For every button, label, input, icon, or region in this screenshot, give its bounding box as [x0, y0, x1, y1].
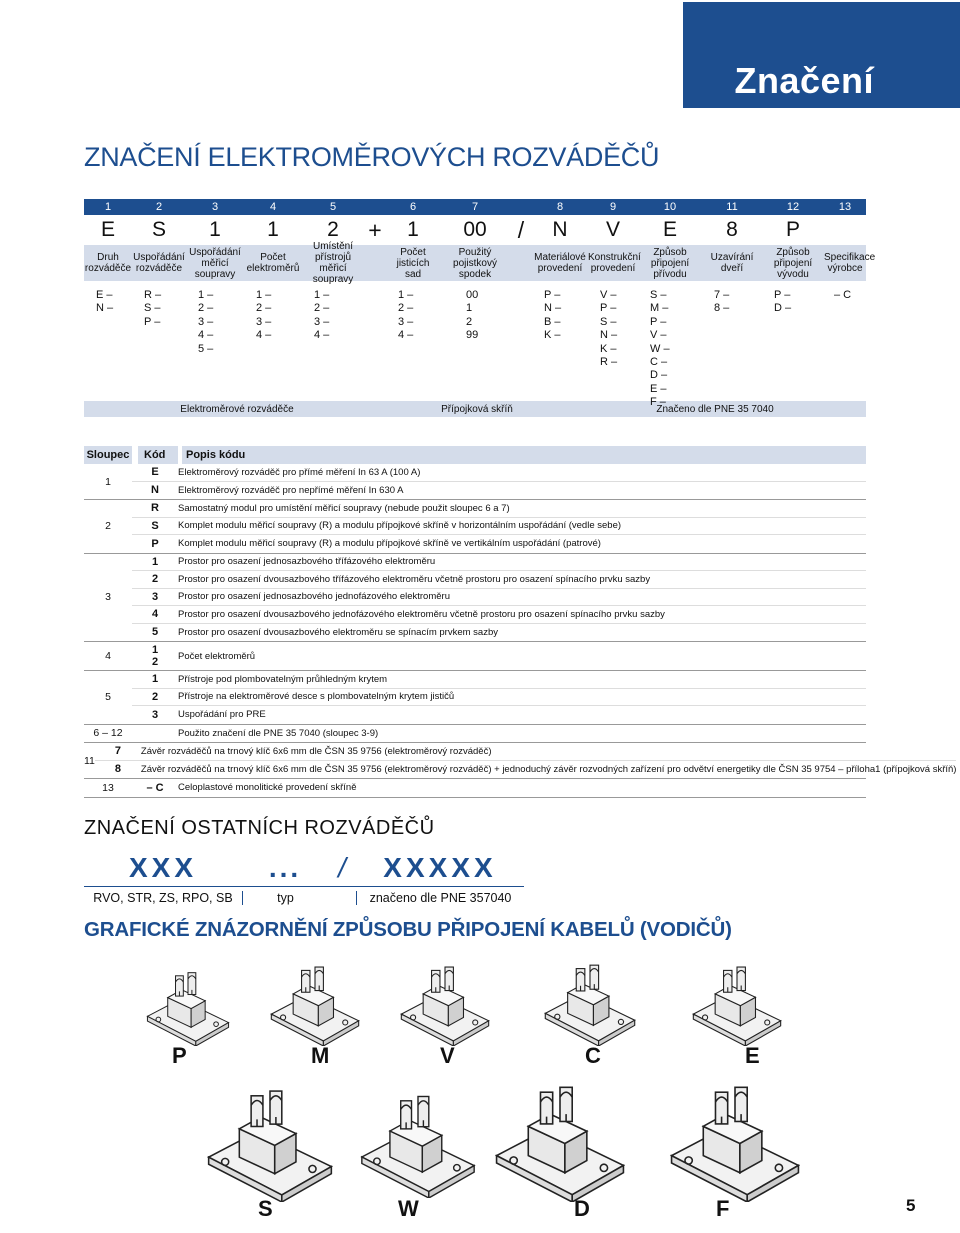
- other-heading: ZNAČENÍ OSTATNÍCH ROZVÁDĚČŮ: [84, 817, 435, 839]
- column-number: 11: [726, 201, 738, 213]
- column-options: 1 – 2 – 3 – 4 –: [314, 289, 330, 342]
- column-description: Uspořádání rozváděče: [133, 252, 185, 274]
- legend-code: 7: [114, 745, 121, 758]
- legend-description: Uspořádání pro PRE: [178, 709, 266, 721]
- legend-code: 2: [151, 690, 159, 703]
- column-number: [364, 199, 386, 215]
- column-options: 1 – 2 – 3 – 4 –: [398, 289, 414, 342]
- terminal-label: V: [440, 1043, 455, 1068]
- column-number: 9: [609, 201, 617, 213]
- column-description: Umístění přístrojů měřicí soupravy: [312, 241, 354, 285]
- legend-code: 1: [151, 555, 159, 568]
- column-number: 8: [556, 201, 564, 213]
- column-options: [510, 289, 532, 401]
- terminal-d-drawing: [470, 1080, 650, 1202]
- legend-code: 1: [151, 673, 159, 686]
- category-label: Značeno dle PNE 35 7040: [656, 403, 774, 415]
- other-code-scheme: [84, 850, 524, 908]
- page-title: ZNAČENÍ ELEKTROMĚROVÝCH ROZVÁDĚČŮ: [84, 142, 660, 172]
- legend-column-id: 13: [102, 781, 114, 794]
- legend-description: Prostor pro osazení jednosazbového jednofázového elektroměru: [178, 591, 450, 603]
- legend-row: [132, 571, 866, 589]
- legend-description: Prostor pro osazení jednosazbového třífázového elektroměru: [178, 556, 436, 568]
- column-options: P – D –: [774, 289, 792, 315]
- code-part-slash: /: [338, 852, 346, 883]
- legend-description: Komplet modulu měřicí soupravy (R) a modulu přípojkové skříně ve vertikálním uspořádání (patrové): [178, 538, 601, 550]
- code-part-type: XXX: [128, 852, 198, 883]
- legend-description: Celoplastové monolitické provedení skříně: [178, 782, 357, 794]
- column-options: 1 – 2 – 3 – 4 –: [256, 289, 272, 342]
- legend-description: Závěr rozváděčů na trnový klíč 6x6 mm dle ČSN 35 9756 (elektroměrový rozváděč): [140, 745, 492, 757]
- terminal-s-drawing: [180, 1084, 360, 1202]
- legend-group: [84, 779, 866, 798]
- column-description: Způsob připojení přívodu: [650, 246, 690, 280]
- terminal-label: M: [311, 1043, 330, 1068]
- legend-description: Počet elektroměrů: [178, 650, 256, 662]
- terminal-p-drawing: [118, 968, 258, 1046]
- column-options: V – P – S – N – K – R –: [600, 289, 618, 369]
- code-char: 2: [327, 218, 339, 241]
- terminal-e-drawing: [668, 962, 806, 1046]
- legend-code: 3: [151, 708, 159, 721]
- legend-row: [95, 743, 957, 761]
- code-char: 00: [463, 218, 487, 241]
- legend-row: [132, 464, 866, 482]
- legend-description: Prostor pro osazení dvousazbového jednofázového elektroměru včetně prostoru pro osazení spínacího prvku sazby: [178, 608, 665, 620]
- code-part-dots: ...: [268, 852, 302, 883]
- code-char: P: [785, 218, 800, 241]
- legend-row: [132, 482, 866, 500]
- legend-description: Přístroje pod plombovatelným průhledným krytem: [178, 673, 388, 685]
- legend-column-id: 1: [105, 475, 111, 488]
- graphic-heading: GRAFICKÉ ZNÁZORNĚNÍ ZPŮSOBU PŘIPOJENÍ KABELŮ (VODIČŮ): [84, 918, 732, 941]
- code-labels: [84, 886, 524, 908]
- legend-row: [132, 779, 866, 797]
- header-sloupec: Sloupec: [84, 446, 132, 464]
- code-char: 8: [726, 218, 738, 241]
- column-options: – C: [834, 289, 852, 301]
- label-typ: typ: [242, 891, 328, 905]
- header-banner: [683, 2, 960, 108]
- code-char: E: [662, 218, 677, 241]
- column-description: Druh rozváděče: [84, 252, 132, 274]
- legend-code: 3: [151, 590, 159, 603]
- column-number: 3: [211, 201, 219, 213]
- code-example-row: [84, 215, 866, 245]
- column-number: 6: [409, 201, 417, 213]
- terminal-w-drawing: [348, 1090, 488, 1198]
- legend-code: 4: [151, 608, 159, 621]
- legend-row: [132, 518, 866, 536]
- category-label: Přípojková skříň: [441, 403, 513, 415]
- column-options: S – M – P – V – W – C – D – E – F –: [650, 289, 670, 409]
- legend-group: [84, 464, 866, 500]
- code-char: /: [517, 216, 525, 243]
- legend-row: [132, 624, 866, 642]
- column-number: 10: [663, 201, 677, 213]
- page-number: 5: [906, 1196, 916, 1215]
- legend-column-id: 3: [105, 591, 111, 604]
- column-number: 1: [104, 201, 112, 213]
- legend-code: P: [151, 537, 159, 550]
- legend-description: Elektroměrový rozváděč pro nepřímé měření In 630 A: [178, 484, 404, 496]
- code-char: +: [368, 216, 382, 243]
- column-description: Uspořádání měřicí soupravy: [189, 246, 241, 280]
- legend-header: [84, 446, 866, 464]
- column-options: 00 1 2 99: [466, 289, 479, 342]
- legend-code: E: [151, 466, 159, 479]
- legend-group: [84, 743, 957, 779]
- column-options: 1 – 2 – 3 – 4 – 5 –: [198, 289, 214, 355]
- column-descriptions-row: [84, 241, 876, 285]
- legend-group: [84, 642, 866, 671]
- column-number: 13: [838, 201, 852, 213]
- terminal-c-drawing: [520, 960, 660, 1046]
- legend-row: [132, 554, 866, 572]
- category-label: Elektroměrové rozváděče: [180, 403, 294, 415]
- column-number: 5: [329, 201, 337, 213]
- legend-description: Přístroje na elektroměrové desce s plombovatelným krytem jističů: [178, 691, 455, 703]
- column-number: 4: [269, 201, 277, 213]
- code-part-pne: XXXXX: [383, 852, 497, 883]
- terminal-label: S: [258, 1196, 273, 1221]
- legend-row: [132, 706, 866, 724]
- legend-group: [84, 671, 866, 725]
- column-description: Konstrukční provedení: [588, 252, 641, 274]
- legend-code: 8: [114, 763, 121, 776]
- terminal-label: E: [745, 1043, 760, 1068]
- terminal-label: D: [574, 1196, 590, 1221]
- header-kod: Kód: [138, 446, 178, 464]
- legend-column-id: 4: [105, 650, 111, 662]
- column-options: R – S – P –: [144, 289, 162, 328]
- legend-code: R: [151, 502, 159, 515]
- column-options: [364, 289, 386, 401]
- legend-column-id: 6 – 12: [93, 727, 123, 740]
- legend-description: Použito značení dle PNE 35 7040 (sloupec 3-9): [178, 727, 379, 739]
- legend-code: 2: [151, 573, 159, 586]
- code-char: 1: [267, 218, 279, 241]
- header-popis: Popis kódu: [182, 446, 866, 464]
- legend-body: [84, 464, 957, 798]
- category-row: [84, 401, 866, 417]
- legend-table: [84, 446, 957, 798]
- label-pne: značeno dle PNE 357040: [356, 891, 524, 905]
- terminal-m-drawing: [248, 962, 382, 1046]
- legend-row: [132, 535, 866, 553]
- code-table: [84, 199, 876, 417]
- legend-description: Komplet modulu měřicí soupravy (R) a modulu přípojkové skříně v horizontálním uspořádání (vedle sebe): [178, 520, 622, 532]
- legend-description: Prostor pro osazení dvousazbového elektroměru se spínacím prvkem sazby: [178, 626, 498, 638]
- column-description: Způsob připojení vývodu: [773, 246, 813, 280]
- legend-code: N: [151, 484, 159, 497]
- legend-row: [132, 500, 866, 518]
- legend-group: [84, 725, 866, 744]
- terminal-f-drawing: [640, 1080, 830, 1202]
- legend-row: [132, 589, 866, 607]
- legend-description: Elektroměrový rozváděč pro přímé měření In 63 A (100 A): [178, 466, 421, 478]
- column-description: Počet jisticích sad: [396, 246, 430, 280]
- column-options: 7 – 8 –: [714, 289, 730, 315]
- legend-description: Samostatný modul pro umístění měřicí soupravy (nebude použit sloupec 6 a 7): [178, 502, 510, 514]
- column-description: Uzavírání dveří: [710, 252, 754, 274]
- legend-code: – C: [146, 781, 164, 794]
- code-char: S: [151, 218, 166, 241]
- column-description: Specifikace výrobce: [824, 252, 876, 274]
- column-description: Počet elektroměrů: [246, 252, 300, 274]
- column-number: 12: [786, 201, 800, 213]
- legend-group: [84, 554, 866, 643]
- legend-row: [132, 689, 866, 707]
- column-number: [510, 199, 532, 215]
- code-char: 1: [407, 218, 419, 241]
- code-char: N: [552, 218, 568, 241]
- terminal-label: W: [398, 1196, 419, 1221]
- code-char: V: [605, 218, 620, 241]
- terminal-label: C: [585, 1043, 601, 1068]
- legend-row: [132, 671, 866, 689]
- column-numbers-row: [84, 199, 866, 215]
- code-char: E: [100, 218, 115, 241]
- label-types: RVO, STR, ZS, RPO, SB: [93, 890, 233, 905]
- legend-description: Prostor pro osazení dvousazbového třífázového elektroměru včetně prostoru pro osazení spínacího prvku sazby: [178, 573, 651, 585]
- legend-code: 1 2: [151, 644, 159, 668]
- column-options: P – N – B – K –: [544, 289, 562, 342]
- column-number: 2: [155, 201, 163, 213]
- column-description: Použitý pojistkový spodek: [453, 246, 497, 280]
- legend-description: Závěr rozváděčů na trnový klíč 6x6 mm dle ČSN 35 9756 (elektroměrový rozváděč) + jednoduchý závěr rozvodných zařízení pro odvětví energetiky dle ČSN 35 9754 – příloha1 (přípojková skříň): [140, 763, 957, 775]
- legend-code: 5: [151, 626, 159, 639]
- legend-column-id: 5: [105, 691, 111, 704]
- column-options: E – N –: [96, 289, 114, 315]
- banner-title: Značení: [734, 60, 874, 101]
- legend-column-id: 11: [84, 754, 95, 767]
- terminal-v-drawing: [378, 962, 512, 1046]
- legend-row: [95, 761, 957, 779]
- legend-row: [132, 606, 866, 624]
- legend-row: [132, 725, 866, 743]
- column-description: Materiálové provedení: [534, 252, 586, 274]
- terminal-label: F: [716, 1196, 730, 1221]
- terminal-label: P: [172, 1043, 187, 1068]
- column-number: 7: [471, 201, 479, 213]
- legend-group: [84, 500, 866, 554]
- legend-column-id: 2: [105, 520, 111, 533]
- code-char: 1: [209, 218, 221, 241]
- legend-code: S: [151, 519, 159, 532]
- legend-row: [132, 642, 866, 670]
